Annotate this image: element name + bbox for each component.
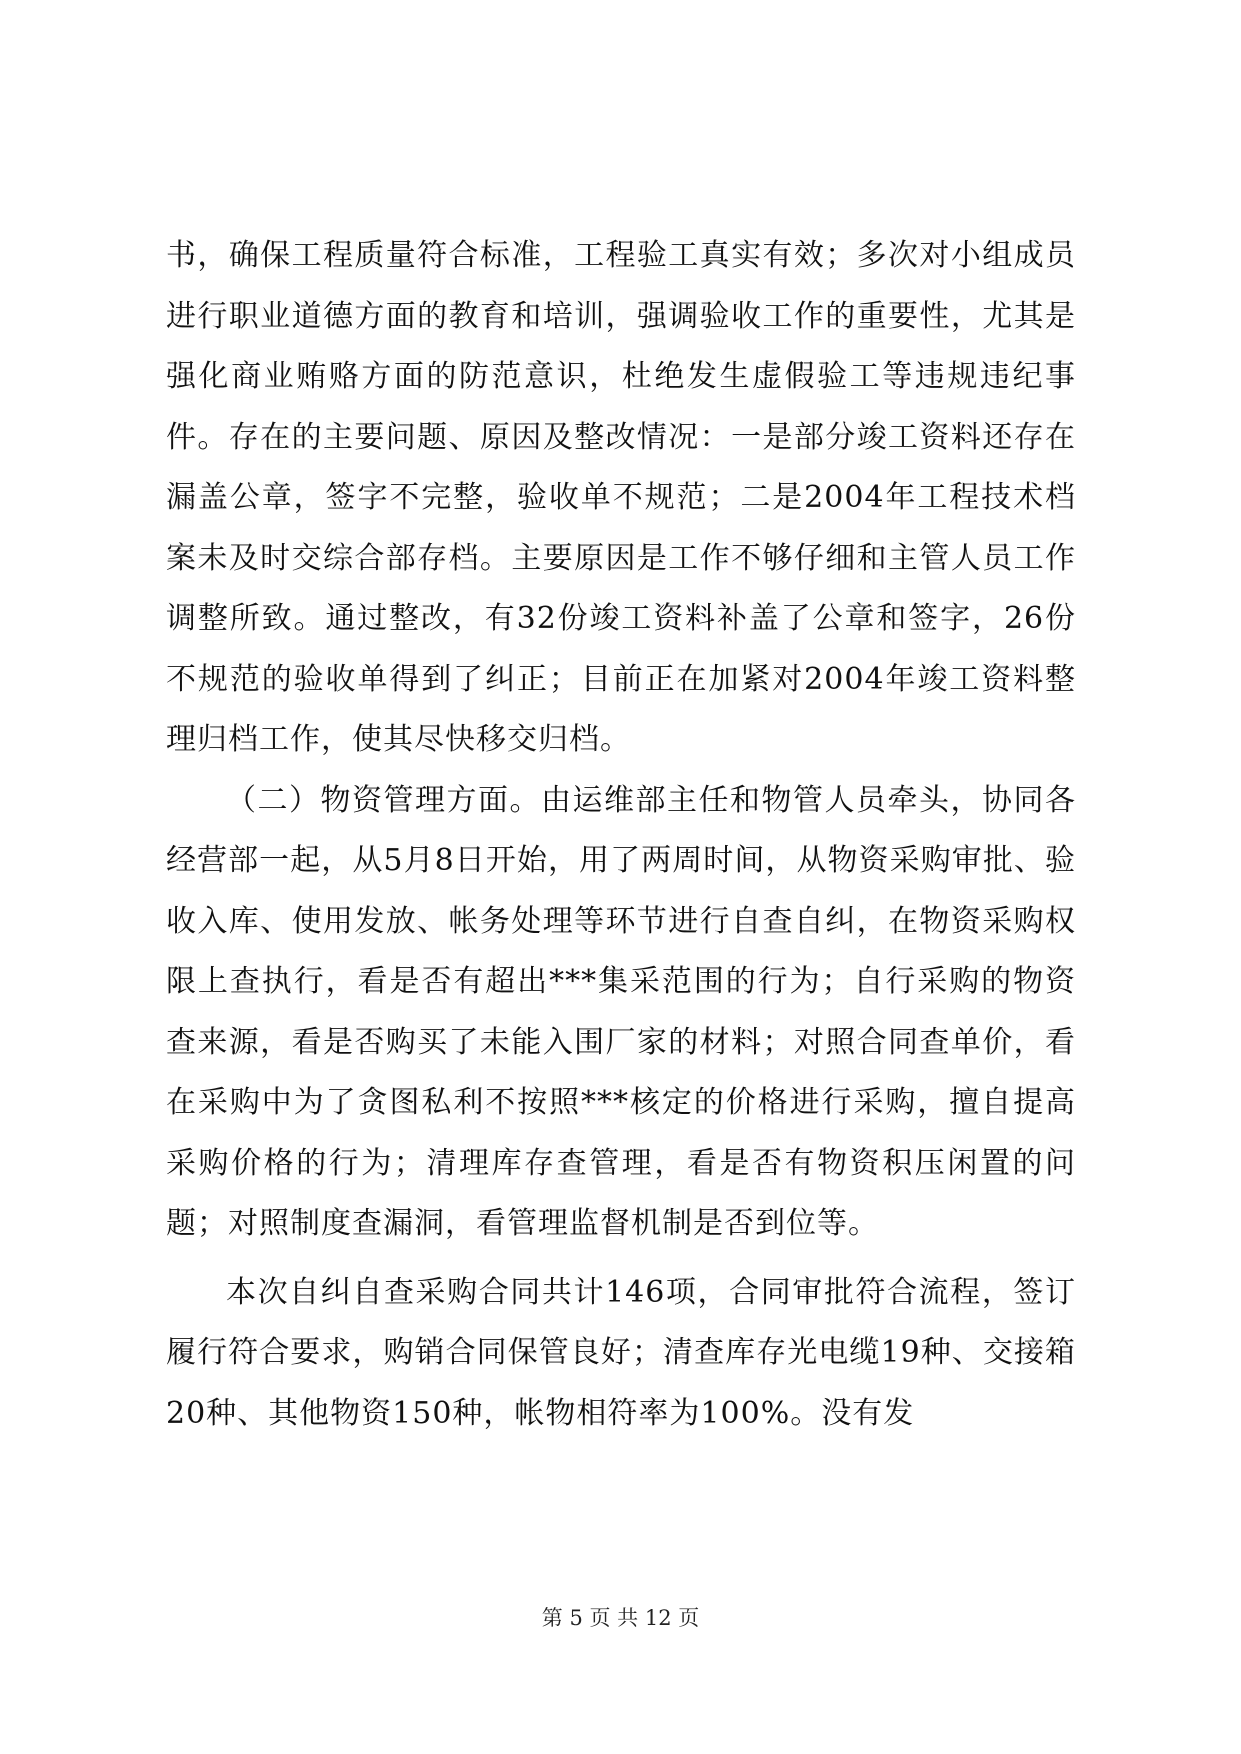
paragraph-material-management: （二）物资管理方面。由运维部主任和物管人员牵头，协同各经营部一起，从5月8日开始，用了两周时间，从物资采购审批、验收入库、使用发放、帐务处理等环节进行自查自纠，在物资采购权限上查执行，看是否有超出***集采范围的行为；自行采购的物资查来源，看是否购买了未能入围厂家的材料；对照合同查单价，看在采购中为了贪图私利不按照***核定的价格进行采购，擅自提高采购价格的行为；清理库存查管理，看是否有物资积压闲置的问题；对照制度查漏洞，看管理监督机制是否到位等。 xyxy=(166,782,1076,1241)
paragraph-engineering-acceptance: 书，确保工程质量符合标准，工程验工真实有效；多次对小组成员进行职业道德方面的教育和培训，强调验收工作的重要性，尤其是强化商业贿赂方面的防范意识，杜绝发生虚假验工等违规违纪事件。存在的主要问题、原因及整改情况：一是部分竣工资料还存在漏盖公章，签字不完整，验收单不规范；二是2004年工程技术档案未及时交综合部存档。主要原因是工作不够仔细和主管人员工作调整所致。通过整改，有32份竣工资料补盖了公章和签字，26份不规范的验收单得到了纠正；目前正在加紧对2004年竣工资料整理归档工作，使其尽快移交归档。 xyxy=(166,238,1076,757)
paragraph-self-check-results: 本次自纠自查采购合同共计146项，合同审批符合流程，签订履行符合要求，购销合同保管良好；清查库存光电缆19种、交接箱20种、其他物资150种，帐物相符率为100%。没有发 xyxy=(166,1274,1076,1431)
page-footer: 第 5 页 共 12 页 xyxy=(541,1606,700,1630)
body-text xyxy=(166,226,1076,1444)
